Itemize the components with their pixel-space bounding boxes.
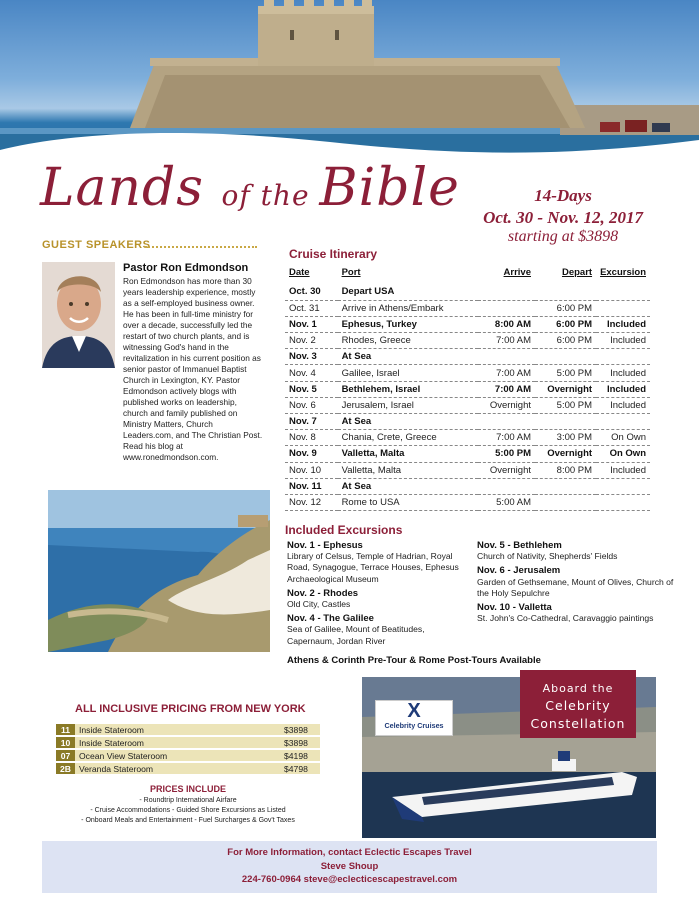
itinerary-excursion: Included [596,381,650,397]
itinerary-port: Rhodes, Greece [338,333,478,349]
itinerary-arrive: 5:00 AM [478,494,535,510]
cabin-code: 10 [56,737,75,748]
col-date: Date [289,267,310,278]
col-port: Port [341,267,361,278]
itinerary-depart: 6:00 PM [535,333,596,349]
itinerary-date: Nov. 7 [285,414,338,430]
itinerary-port: Arrive in Athens/Embark [338,300,478,316]
itinerary-depart: 5:00 PM [535,397,596,413]
itinerary-depart: 6:00 PM [535,316,596,332]
excursion-item: Nov. 10 - Valletta St. John's Co-Cathedral, Caravaggio paintings [477,602,654,624]
pastor-photo [42,262,115,368]
cabin-price: $4198 [280,750,320,761]
trip-price: starting at $3898 [507,228,619,245]
itinerary-row [285,397,650,413]
x-logo-icon: X [407,700,421,722]
speaker-name: Pastor Ron Edmondson [123,262,249,274]
itinerary-date: Oct. 31 [285,300,338,316]
itinerary-arrive [478,300,535,316]
itinerary-row [285,284,650,300]
itinerary-arrive [478,349,535,365]
itinerary-port: Rome to USA [338,494,478,510]
itinerary-excursion: Included [596,462,650,478]
cabin-type: Veranda Stateroom [75,763,280,774]
itinerary-excursion [596,494,650,510]
cabin-price: $4798 [280,763,320,774]
itinerary-arrive: Overnight [478,397,535,413]
pricing-row [56,737,320,748]
itinerary-depart [535,284,596,300]
itinerary-date: Nov. 12 [285,494,338,510]
excursions-title: Included Excursions [285,523,403,537]
cabin-code: 07 [56,750,75,761]
prices-include-list: - Roundtrip International Airfare - Cruise Accommodations - Guided Shore Excursions as Listed - Onboard Meals and Entertainment - Fuel Surcharges & Gov't Taxes [81,797,295,824]
itinerary-date: Nov. 10 [285,462,338,478]
heading-divider [145,246,257,248]
cabin-code: 11 [56,724,75,735]
itinerary-row [285,333,650,349]
itinerary-excursion: On Own [596,446,650,462]
itinerary-date: Nov. 11 [285,478,338,494]
speaker-bio: Ron Edmondson has more than 30 years leadership experience, mostly as a self-employed business owner. He has been in full-time ministry for over a decade, successfully led the restart of two church plants, and is witnessing God's hand in the revitalization in his current position as senior pastor of Immanuel Baptist Church in Lexington, KY. Pastor Edmondson actively blogs with published works on leadership, church and family published on Ministry Matters, Church Leaders.com, and The Christian Post. Read his blog at www.ronedmondson.com. [123,276,263,462]
island-coast-image [48,490,270,652]
itinerary-port: Galilee, Israel [338,365,478,381]
itinerary-port: Valletta, Malta [338,446,478,462]
pricing-table [56,722,320,776]
itinerary-date: Nov. 5 [285,381,338,397]
itinerary-excursion [596,478,650,494]
pricing-title: ALL INCLUSIVE PRICING FROM NEW YORK [75,703,306,715]
excursion-item: Nov. 2 - Rhodes Old City, Castles [287,587,359,610]
prices-include-title: PRICES INCLUDE [149,784,226,794]
itinerary-arrive: Overnight [478,462,535,478]
cabin-price: $3898 [280,737,320,748]
itinerary-port: Valletta, Malta [338,462,478,478]
itinerary-row [285,414,650,430]
contact-details: 224-760-0964 steve@eclecticescapestravel.com [241,874,458,885]
itinerary-excursion: Included [596,365,650,381]
pricing-row [56,763,320,774]
itinerary-excursion: Included [596,316,650,332]
itinerary-date: Nov. 4 [285,365,338,381]
pricing-row [56,750,320,761]
excursions-right-column [477,540,677,627]
itinerary-date: Nov. 9 [285,446,338,462]
cabin-price: $3898 [280,724,320,735]
itinerary-date: Oct. 30 [285,284,338,300]
itinerary-row [285,478,650,494]
cabin-type: Inside Stateroom [75,737,280,748]
itinerary-arrive [478,478,535,494]
itinerary-date: Nov. 2 [285,333,338,349]
trip-dates: Oct. 30 - Nov. 12, 2017 [483,208,643,227]
itinerary-arrive: 7:00 AM [478,381,535,397]
cabin-type: Ocean View Stateroom [75,750,280,761]
itinerary-excursion [596,284,650,300]
itinerary-arrive [478,414,535,430]
celebrity-cruises-logo: X Celebrity Cruises [375,700,453,736]
itinerary-port: At Sea [338,414,478,430]
itinerary-depart [535,478,596,494]
itinerary-port: Depart USA [338,284,478,300]
itinerary-row [285,494,650,510]
itinerary-depart: Overnight [535,446,596,462]
excursions-left-column [287,540,472,650]
itinerary-date: Nov. 1 [285,316,338,332]
itinerary-depart: 3:00 PM [535,430,596,446]
itinerary-port: At Sea [338,478,478,494]
itinerary-excursion [596,349,650,365]
itinerary-depart: 6:00 PM [535,300,596,316]
col-excursion: Excursion [600,267,646,278]
itinerary-depart: Overnight [535,381,596,397]
itinerary-header-row [285,265,650,284]
itinerary-title: Cruise Itinerary [289,247,378,261]
itinerary-depart [535,494,596,510]
excursion-item: Nov. 5 - Bethlehem Church of Nativity, Shepherds' Fields [477,540,618,562]
col-depart: Depart [561,267,593,278]
contact-name: Steve Shoup [320,860,379,872]
itinerary-row [285,446,650,462]
pricing-row [56,724,320,735]
itinerary-row [285,300,650,316]
itinerary-row [285,316,650,332]
trip-duration: 14-Days [534,186,592,205]
itinerary-excursion [596,414,650,430]
hero-castle-image [0,0,699,175]
itinerary-depart: 8:00 PM [535,462,596,478]
itinerary-date: Nov. 8 [285,430,338,446]
itinerary-port: Jerusalem, Israel [338,397,478,413]
excursion-item: Nov. 1 - Ephesus Library of Celsus, Temple of Hadrian, Royal Road, Synagogue, Terrace Houses, Ephesus Archaeological Museum [287,540,459,584]
itinerary-excursion [596,300,650,316]
itinerary-excursion: Included [596,333,650,349]
itinerary-row [285,365,650,381]
itinerary-arrive: 7:00 AM [478,333,535,349]
itinerary-arrive: 5:00 PM [478,446,535,462]
itinerary-arrive [478,284,535,300]
itinerary-depart: 5:00 PM [535,365,596,381]
itinerary-row [285,349,650,365]
itinerary-date: Nov. 3 [285,349,338,365]
pretour-note: Athens & Corinth Pre-Tour & Rome Post-Tours Available [287,655,541,666]
contact-line: For More Information, contact Eclectic Escapes Travel [227,847,472,858]
cabin-code: 2B [56,763,75,774]
itinerary-table [285,265,650,511]
itinerary-row [285,381,650,397]
contact-footer [42,841,657,893]
trip-summary [483,186,643,246]
itinerary-excursion: On Own [596,430,650,446]
page-title: Lands of the Bible [40,158,460,218]
col-arrive: Arrive [503,267,531,278]
itinerary-depart [535,349,596,365]
itinerary-arrive: 7:00 AM [478,430,535,446]
cabin-type: Inside Stateroom [75,724,280,735]
excursion-item: Nov. 4 - The Galilee Sea of Galilee, Mount of Beatitudes, Capernaum, Jordan River [287,613,425,646]
itinerary-excursion: Included [596,397,650,413]
excursion-item: Nov. 6 - Jerusalem Garden of Gethsemane, Mount of Olives, Church of the Holy Sepulchre [477,565,674,598]
itinerary-date: Nov. 6 [285,397,338,413]
itinerary-row [285,430,650,446]
itinerary-arrive: 7:00 AM [478,365,535,381]
itinerary-port: Ephesus, Turkey [338,316,478,332]
itinerary-port: Chania, Crete, Greece [338,430,478,446]
itinerary-depart [535,414,596,430]
itinerary-port: Bethlehem, Israel [338,381,478,397]
itinerary-row [285,462,650,478]
itinerary-arrive: 8:00 AM [478,316,535,332]
guest-speakers-heading: GUEST SPEAKERS [42,239,151,251]
itinerary-port: At Sea [338,349,478,365]
aboard-banner: Aboard the Celebrity Constellation [520,670,636,738]
